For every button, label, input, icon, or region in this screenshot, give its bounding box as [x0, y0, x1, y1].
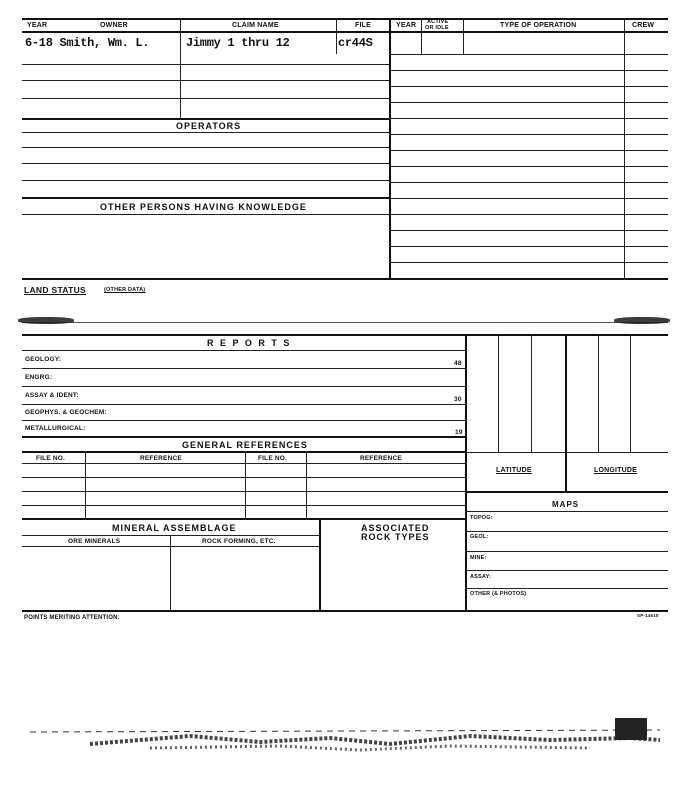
other-persons-line: [22, 214, 389, 215]
ref-col-divider: [306, 451, 307, 518]
reports-top: [22, 334, 668, 336]
row-year-owner: 6-18 Smith, Wm. L.: [25, 36, 150, 50]
scan-smudge: [614, 317, 670, 324]
grid-line: [630, 334, 631, 452]
associated-line-1: ASSOCIATED: [361, 523, 430, 533]
report-label: METALLURGICAL:: [25, 425, 86, 432]
report-number: 19: [455, 429, 463, 436]
col-header-type-of-operation: TYPE OF OPERATION: [500, 22, 577, 29]
owner-row-line: [22, 64, 389, 65]
mineral-assemblage-title: MINERAL ASSEMBLAGE: [112, 523, 237, 533]
report-row-line: [22, 386, 466, 387]
map-row-line: [465, 570, 668, 571]
col-header-year-2: YEAR: [396, 22, 417, 29]
other-persons-top: [22, 197, 389, 199]
ref-row-line: [22, 491, 466, 492]
land-status-title: LAND STATUS: [24, 285, 87, 295]
grid-line: [498, 334, 499, 452]
ref-row-line: [22, 477, 466, 478]
operation-row-line: [389, 102, 668, 103]
ore-minerals-label: ORE MINERALS: [68, 538, 121, 545]
maps-top: [465, 491, 668, 493]
operators-row-line: [22, 147, 389, 148]
ref-header-file-no: FILE NO.: [36, 455, 66, 462]
maps-header-line: [465, 511, 668, 512]
form-bottom: [22, 610, 668, 612]
rock-forming-label: ROCK FORMING, ETC.: [202, 538, 276, 545]
mineral-subheader-line: [22, 546, 320, 547]
top-border: [22, 18, 668, 20]
land-status-subtitle: (OTHER DATA): [104, 287, 146, 293]
operation-row-line: [389, 262, 668, 263]
form-number: SP-14615: [637, 613, 659, 618]
ref-col-divider: [245, 451, 246, 518]
operation-row-line: [389, 166, 668, 167]
divider-claim-file: [336, 18, 337, 54]
ref-row-line: [22, 505, 466, 506]
ref-header-reference: REFERENCE: [140, 455, 182, 462]
reports-bottom: [22, 436, 466, 438]
latitude-label: LATITUDE: [496, 467, 532, 474]
map-row-label: OTHER (& PHOTOS): [470, 591, 527, 597]
top-table-bottom: [22, 278, 668, 280]
operation-row-line: [389, 134, 668, 135]
report-label: ENGRG:: [25, 374, 53, 381]
operation-row-line: [389, 230, 668, 231]
col-header-owner: OWNER: [100, 22, 128, 29]
grid-bottom: [465, 452, 668, 453]
reports-right-divider: [465, 334, 467, 610]
report-number: 30: [454, 396, 462, 403]
report-row-line: [22, 368, 466, 369]
grid-line: [531, 334, 532, 452]
reports-title: R E P O R T S: [207, 338, 292, 348]
ref-header-file-no-2: FILE NO.: [258, 455, 288, 462]
mineral-header-line: [22, 535, 320, 536]
report-row-line: [22, 404, 466, 405]
map-row-line: [465, 588, 668, 589]
operation-row-line: [389, 86, 668, 87]
row-file: cr44S: [338, 36, 373, 50]
row-claim-name: Jimmy 1 thru 12: [186, 36, 290, 50]
operation-row-line: [389, 246, 668, 247]
report-label: ASSAY & IDENT:: [25, 392, 79, 399]
longitude-label: LONGITUDE: [594, 467, 638, 474]
owner-row-line: [22, 80, 389, 81]
ref-col-divider: [85, 451, 86, 518]
other-persons-title: OTHER PERSONS HAVING KNOWLEDGE: [100, 202, 307, 212]
map-row-label: MINE:: [470, 555, 487, 561]
report-row-line: [22, 420, 466, 421]
owner-row-line: [22, 98, 389, 99]
operation-row-line: [389, 54, 668, 55]
operators-title: OPERATORS: [176, 121, 242, 131]
operation-row-line: [389, 118, 668, 119]
map-row-line: [465, 531, 668, 532]
divider-owner-claim: [180, 18, 181, 118]
divider-left-right: [389, 18, 391, 280]
divider-type-crew: [624, 18, 625, 280]
points-meriting-attention: POINTS MERITING ATTENTION:: [24, 615, 120, 621]
report-label: GEOPHYS. & GEOCHEM:: [25, 409, 107, 416]
scan-noise-graphic: [30, 718, 660, 760]
lat-long-divider: [565, 334, 567, 492]
reports-header-line: [22, 350, 466, 351]
operators-row-line: [22, 132, 389, 133]
map-row-label: GEOL:: [470, 534, 489, 540]
col-header-crew: CREW: [632, 22, 655, 29]
land-status-line: [22, 322, 668, 323]
col-header-idle: OR IDLE: [425, 25, 449, 31]
col-header-active: ACTIVE: [427, 19, 449, 25]
map-row-label: TOPOG:: [470, 515, 493, 521]
operators-row-line: [22, 180, 389, 181]
map-row-label: ASSAY:: [470, 574, 492, 580]
operation-row-line: [389, 214, 668, 215]
operators-top: [22, 118, 389, 120]
general-references-title: GENERAL REFERENCES: [182, 440, 308, 450]
ref-bottom: [22, 518, 466, 520]
operation-row-line: [389, 150, 668, 151]
associated-line-2: ROCK TYPES: [361, 532, 430, 542]
operators-row-line: [22, 163, 389, 164]
ref-header-reference-2: REFERENCE: [360, 455, 402, 462]
header-divider: [22, 31, 668, 33]
divider-active-type: [463, 18, 464, 54]
scan-noise-band: [30, 718, 660, 760]
operation-row-line: [389, 198, 668, 199]
divider-year-active: [421, 18, 422, 54]
map-row-line: [465, 551, 668, 552]
associated-divider: [319, 518, 321, 610]
col-header-year: YEAR: [27, 22, 48, 29]
general-references-header-line: [22, 451, 466, 453]
report-label: GEOLOGY:: [25, 356, 62, 363]
ref-row-line: [22, 463, 466, 464]
grid-line: [598, 334, 599, 452]
scan-smudge: [18, 317, 74, 324]
operation-row-line: [389, 182, 668, 183]
report-number: 48: [454, 360, 462, 367]
col-header-claim-name: CLAIM NAME: [232, 22, 279, 29]
operation-row-line: [389, 70, 668, 71]
mineral-col-divider: [170, 535, 171, 610]
maps-title: MAPS: [552, 500, 580, 509]
col-header-file: FILE: [355, 22, 371, 29]
